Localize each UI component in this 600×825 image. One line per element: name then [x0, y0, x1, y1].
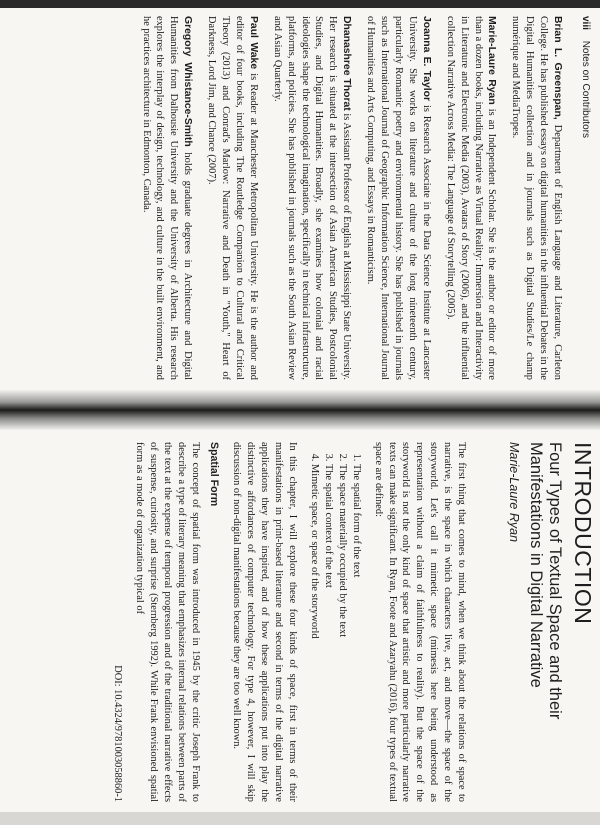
running-head [578, 16, 592, 380]
contributor-entry [363, 16, 433, 380]
contributor-entry [139, 16, 195, 380]
list-item: 1. The spatial form of the text [349, 464, 363, 802]
contributor-bio: holds graduate degrees in Architecture and Digital Humanities from Dalhousie University and the University of Alberta. His research explores the interplay of design, technology, and culture in the built environment, and he practices architecture in Edmonton, Canada. [140, 16, 194, 380]
body-paragraph: In this chapter, I will explore these four kinds of space, first in terms of their manifestations in print-based literature and second in terms of the digital narrative applications they have inspired, and of how these applications put into play the distinctive affordances of computer technology. For type 4, however, I will skip discussion of non-digital manifestations because they are too well known. [231, 442, 299, 802]
contributor-bio: Department of English Language and Literature, Carleton College. He has published essays on digital humanities in the influential Debates in the Digital Humanities collection and in journals such as Digital Studies/Le champ numérique and MediaTropes. [510, 16, 564, 380]
contributor-name: Gregory Whistance-Smith [182, 16, 194, 147]
contributor-name: Marie-Laure Ryan [486, 16, 498, 105]
body-paragraph: The first thing that comes to mind, when we think about the relations of space to narrative, is the space in which characters live, act, and move—the space of the storyworld. Let's call it mimetic space (mimesis here being understood as representation without a claim of faithfulness to reality). But the space of the storyworld is not the only kind of space that artistic and more particularly narrative texts can make significant. In Ryan, Foote and Azaryahu (2016), four types of textual space are defined: [372, 442, 468, 802]
section-heading: Spatial Form [207, 442, 220, 507]
space-types-list [307, 442, 363, 802]
contributor-entry [270, 16, 353, 380]
doi-line: DOI: 10.4324/9781003058860-1 [112, 665, 124, 802]
page-number: viii [580, 16, 591, 30]
contributor-name: Paul Wake [247, 16, 259, 70]
contributor-bio: is an Independent Scholar. She is the author or editor of more than a dozen books, including Narrative as Virtual Reality: Immersion and Interactivity in Literature and Electronic Media (2003), Avatars of Story (2006), and the influential collection Narrative Across Media: The Language of Storytelling (2005). [444, 16, 498, 380]
contributor-bio: is Assistant Professor of English at Mississippi State University. Her research is situated at the intersection of Asian American Studies, Postcolonial Studies, and Digital Humanities. Broadly, she examines how colonial and racial ideologies shape the technological imagination, specifically in technical infrastructure, platforms, and policies. She has published in journals such as the South Asian Review and Asian Quarterly. [271, 16, 353, 380]
book-gutter [0, 390, 600, 430]
chapter-author: Marie-Laure Ryan [507, 442, 521, 543]
chapter-label: INTRODUCTION [570, 442, 596, 625]
contributor-entry [443, 16, 499, 380]
list-item: 4. Mimetic space, or space of the storyworld [307, 464, 321, 802]
contributor-name: Dhanashree Thorat [341, 16, 353, 111]
contributor-bio: is Research Associate in the Data Science Institute at Lancaster University. She works on literature and culture of the long nineteenth century, particularly Romantic poetry and environmental history. She has published in journals such as International Journal of Geographic Information Science, International Journal of Humanities and Arts Computing, and Essays in Romanticism. [365, 16, 432, 380]
contributor-entry [508, 16, 564, 380]
list-item: 3. The spatial context of the text [321, 464, 335, 802]
scan-edge-bottom [0, 812, 600, 825]
body-paragraph: The concept of spatial form was introduced in 1945 by the critic Joseph Frank to describe a type of literary meaning that emphasizes internal relations between parts of the text at the expense of temporal progression and of the traditional narrative effects of suspense, curiosity, and surprise (Sternberg 1992). While Frank envisioned spatial form as a mode of organization typical of [134, 442, 201, 802]
list-item: 2. The space materially occupied by the text [335, 464, 349, 802]
contributors-page [14, 12, 592, 384]
contributor-entry [204, 16, 260, 380]
contributor-name: Joanna E. Taylor [420, 16, 432, 102]
chapter-title: Four Types of Textual Space and their Manifestations in Digital Narrative [527, 442, 564, 720]
scan-edge-top [0, 0, 600, 8]
contributor-name: Brian L. Greenspan, [552, 16, 564, 120]
contributor-bio: is Reader at Manchester Metropolitan University. He is the author and editor of four books, including The Routledge Companion to Cultural and Critical Theory (2013) and Conrad's Marlow: Narrative and Death in "Youth," Heart of Darkness, Lord Jim, and Chance (2007). [206, 16, 259, 380]
running-head-title: Notes on Contributors [580, 40, 591, 138]
introduction-page [10, 438, 596, 806]
